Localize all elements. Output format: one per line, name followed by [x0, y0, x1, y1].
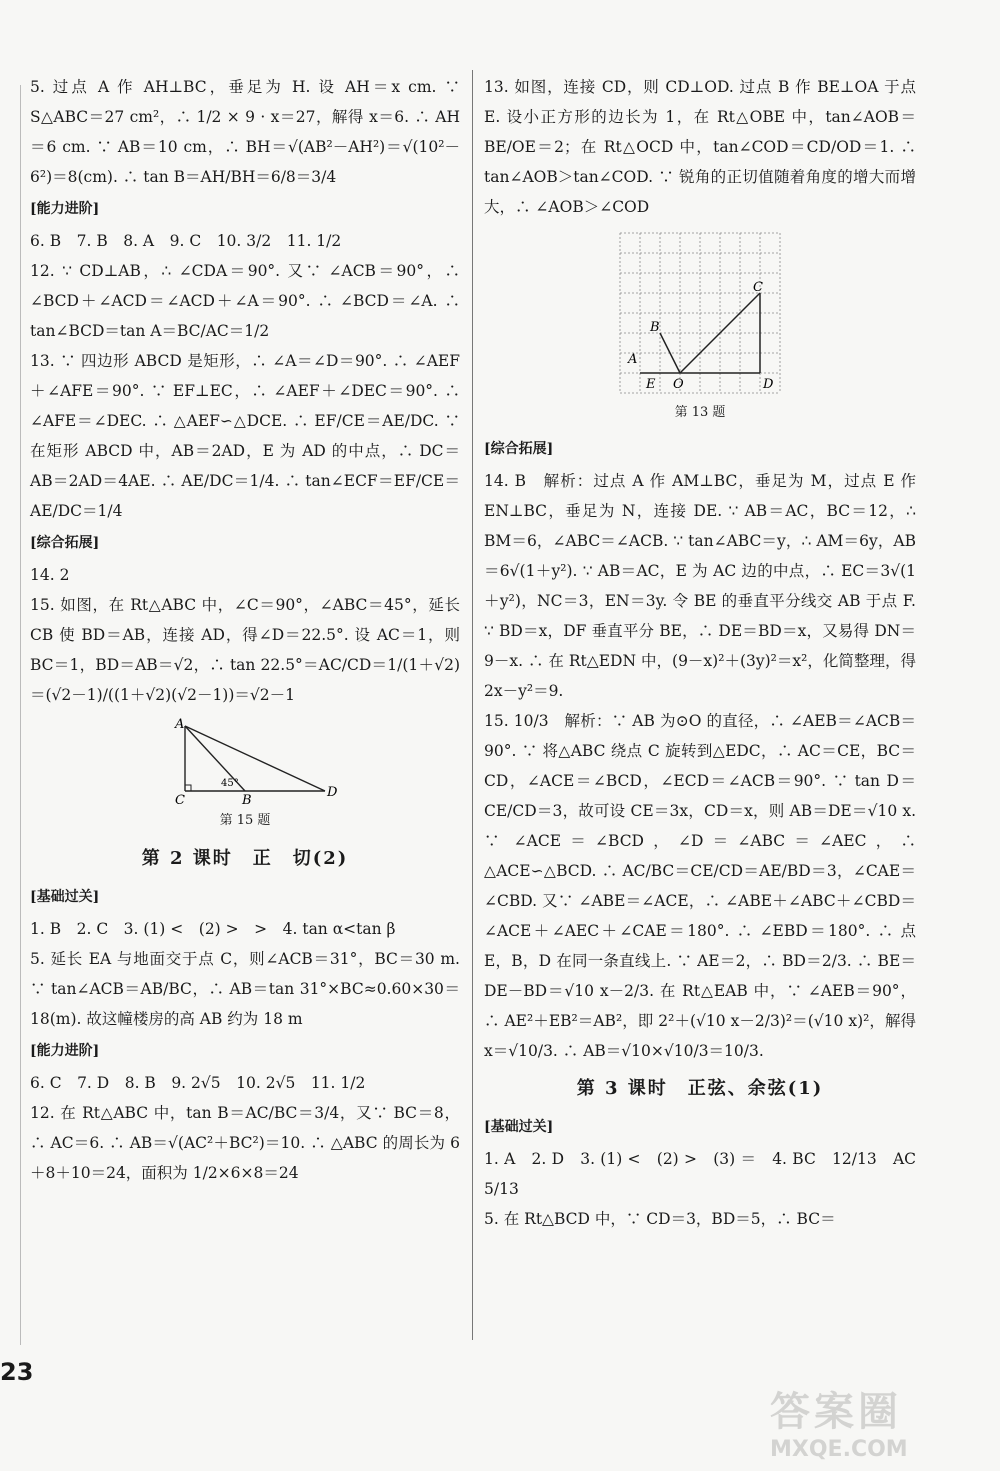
figure-15 [30, 716, 460, 836]
answer-15-right: 15. 10/3 解析：∵ AB 为⊙O 的直径，∴ ∠AEB＝∠ACB＝90°. ∵ 将△ABC 绕点 C 旋转到△EDC，∴ AC＝CE，BC＝CD，∠ACE＝∠BCD，∠ECD＝∠ACB＝90°. ∵ tan D＝CE/CD＝3，故可设 CE＝3x，CD＝x，则 AB＝DE＝√10 x. ∵ ∠ACE＝∠BCD，∠D＝∠ABC＝∠AEC，∴ △ACE∽△BCD. ∴ AC/BC＝CE/CD＝AE/BD＝3，∠CAE＝∠CBD. 又∵ ∠ABE＝∠ACE，∴ ∠ABE＋∠ABC＋∠CBD＝∠ACE＋∠AEC＋∠CAE＝180°. ∴ ∠EBD＝180°. ∴ 点 E，B，D 在同一条直线上. ∵ AE＝2，∴ BD＝2/3. ∴ BE＝DE－BD＝√10 x－2/3. 在 Rt△EAB 中，∵ ∠AEB＝90°，∴ AE²＋EB²＝AB²，即 2²＋(√10 x－2/3)²＝(√10 x)²，解得 x＝√10/3. ∴ AB＝√10×√10/3＝10/3. [484, 712, 916, 1060]
section-ability: [能力进阶] [30, 201, 100, 217]
answer-13: 13. ∵ 四边形 ABCD 是矩形，∴ ∠A＝∠D＝90°. ∴ ∠AEF＋∠AFE＝90°. ∵ EF⊥EC，∴ ∠AEF＋∠DEC＝90°. ∴ ∠AFE＝∠DEC. ∴ △AEF∽△DCE. ∴ EF/CE＝AE/DC. ∵ 在矩形 ABCD 中，AB＝2AD，E 为 AD 的中点，∴ DC＝AB＝2AD＝4AE. ∴ AE/DC＝1/4. ∴ tan∠ECF＝EF/CE＝AE/DC＝1/4 [30, 352, 460, 520]
fig13-label-e: E [646, 377, 656, 392]
section-basic-right: [基础过关] [484, 1119, 554, 1135]
fig15-label-d: D [327, 785, 338, 800]
fig15-label-b: B [242, 793, 252, 806]
lesson2-answers-6-11: 6. C 7. D 8. B 9. 2√5 10. 2√5 11. 1/2 [30, 1074, 366, 1092]
section-extension-right: [综合拓展] [484, 441, 554, 457]
fig13-label-d: D [763, 377, 774, 392]
figure-15-caption: 第 15 题 [219, 813, 271, 828]
lesson2-answer-12: 12. 在 Rt△ABC 中，tan B＝AC/BC＝3/4，又∵ BC＝8，∴ AC＝6. ∴ AB＝√(AC²＋BC²)＝10. ∴ △ABC 的周长为 6＋8＋10＝24，面积为 1/2×6×8＝24 [30, 1104, 460, 1182]
fig13-label-c: C [753, 280, 763, 295]
section-basic: [基础过关] [30, 889, 100, 905]
answer-12: 12. ∵ CD⊥AB，∴ ∠CDA＝90°. 又∵ ∠ACB＝90°，∴ ∠BCD＋∠ACD＝∠ACD＋∠A＝90°. ∴ ∠BCD＝∠A. ∴ tan∠BCD＝tan A＝BC/AC＝1/2 [30, 262, 460, 340]
lesson3-answer-5: 5. 在 Rt△BCD 中，∵ CD＝3，BD＝5，∴ BC＝ [484, 1210, 836, 1228]
left-column [30, 72, 460, 1188]
right-column [484, 72, 932, 1234]
column-divider [472, 70, 473, 1340]
figure-13-grid [615, 228, 785, 398]
left-margin-rule [20, 85, 21, 1345]
fig15-label-c: C [175, 793, 185, 806]
answers-6-11: 6. B 7. B 8. A 9. C 10. 3/2 11. 1/2 [30, 232, 342, 250]
fig13-label-o: O [673, 377, 684, 392]
lesson2-answers-1-4: 1. B 2. C 3. (1) < (2) > > 4. tan α<tan β [30, 920, 396, 938]
section-ability-2: [能力进阶] [30, 1043, 100, 1059]
answer-13-right: 13. 如图，连接 CD，则 CD⊥OD. 过点 B 作 BE⊥OA 于点 E. 设小正方形的边长为 1，在 Rt△OBE 中，tan∠AOB＝BE/OE＝2；在 Rt△OCD 中，tan∠COD＝CD/OD＝1. ∴ tan∠AOB＞tan∠COD. ∵ 锐角的正切值随着角度的增大而增大，∴ ∠AOB＞∠COD [484, 78, 916, 216]
figure-15-triangle [145, 716, 345, 806]
watermark [770, 1380, 995, 1465]
fig15-angle: 45° [221, 778, 239, 789]
lesson2-answer-5: 5. 延长 EA 与地面交于点 C，则∠ACB＝31°，BC＝30 m. ∵ tan∠ACB＝AB/BC，∴ AB＝tan 31°×BC≈0.60×30＝18(m). 故这幢楼房的高 AB 约为 18 m [30, 950, 460, 1028]
section-extension: [综合拓展] [30, 535, 100, 551]
fig15-label-a: A [175, 717, 185, 732]
figure-13-caption: 第 13 题 [674, 405, 726, 420]
lesson3-answers-1-4: 1. A 2. D 3. (1) < (2) > (3) ＝ 4. BC 12/13 AC 5/13 [484, 1150, 932, 1198]
fig13-label-a: A [628, 352, 638, 367]
answer-15: 15. 如图，在 Rt△ABC 中，∠C＝90°，∠ABC＝45°，延长 CB 使 BD＝AB，连接 AD，得∠D＝22.5°. 设 AC＝1，则 BC＝1，BD＝AB＝√2，∴ tan 22.5°＝AC/CD＝1/(1＋√2)＝(√2－1)/((1＋√2)(√2－1))＝√2－1 [30, 596, 460, 704]
page-number: 23 [0, 1358, 34, 1386]
lesson-3-title: 第 3 课时 正弦、余弦(1) [576, 1078, 824, 1099]
answer-14: 14. 2 [30, 566, 70, 584]
figure-13 [484, 228, 916, 428]
fig13-label-b: B [650, 320, 660, 335]
watermark-url: MXQE.COM [770, 1437, 908, 1462]
answer-14-right: 14. B 解析：过点 A 作 AM⊥BC，垂足为 M，过点 E 作 EN⊥BC，垂足为 N，连接 DE. ∵ AB＝AC，BC＝12，∴ BM＝6，∠ABC＝∠ACB. ∵ tan∠ABC＝y，∴ AM＝6y，AB＝6√(1＋y²). ∵ AB＝AC，E 为 AC 边的中点，∴ EC＝3√(1＋y²)，NC＝3，EN＝3y. 令 BE 的垂直平分线交 AB 于点 F. ∵ BD＝x，DF 垂直平分 BE，∴ DE＝BD＝x，又易得 DN＝9－x. ∴ 在 Rt△EDN 中，(9－x)²＋(3y)²＝x²，化简整理，得 2x－y²＝9. [484, 472, 916, 700]
lesson-2-title: 第 2 课时 正 切(2) [141, 848, 349, 869]
watermark-logo: 答案圈 [770, 1389, 902, 1435]
answer-5: 5. 过点 A 作 AH⊥BC，垂足为 H. 设 AH＝x cm. ∵ S△ABC＝27 cm²，∴ 1/2 × 9 · x＝27，解得 x＝6. ∴ AH＝6 cm. ∵ AB＝10 cm，∴ BH＝√(AB²－AH²)＝√(10²－6²)＝8(cm). ∴ tan B＝AH/BH＝6/8＝3/4 [30, 78, 460, 186]
